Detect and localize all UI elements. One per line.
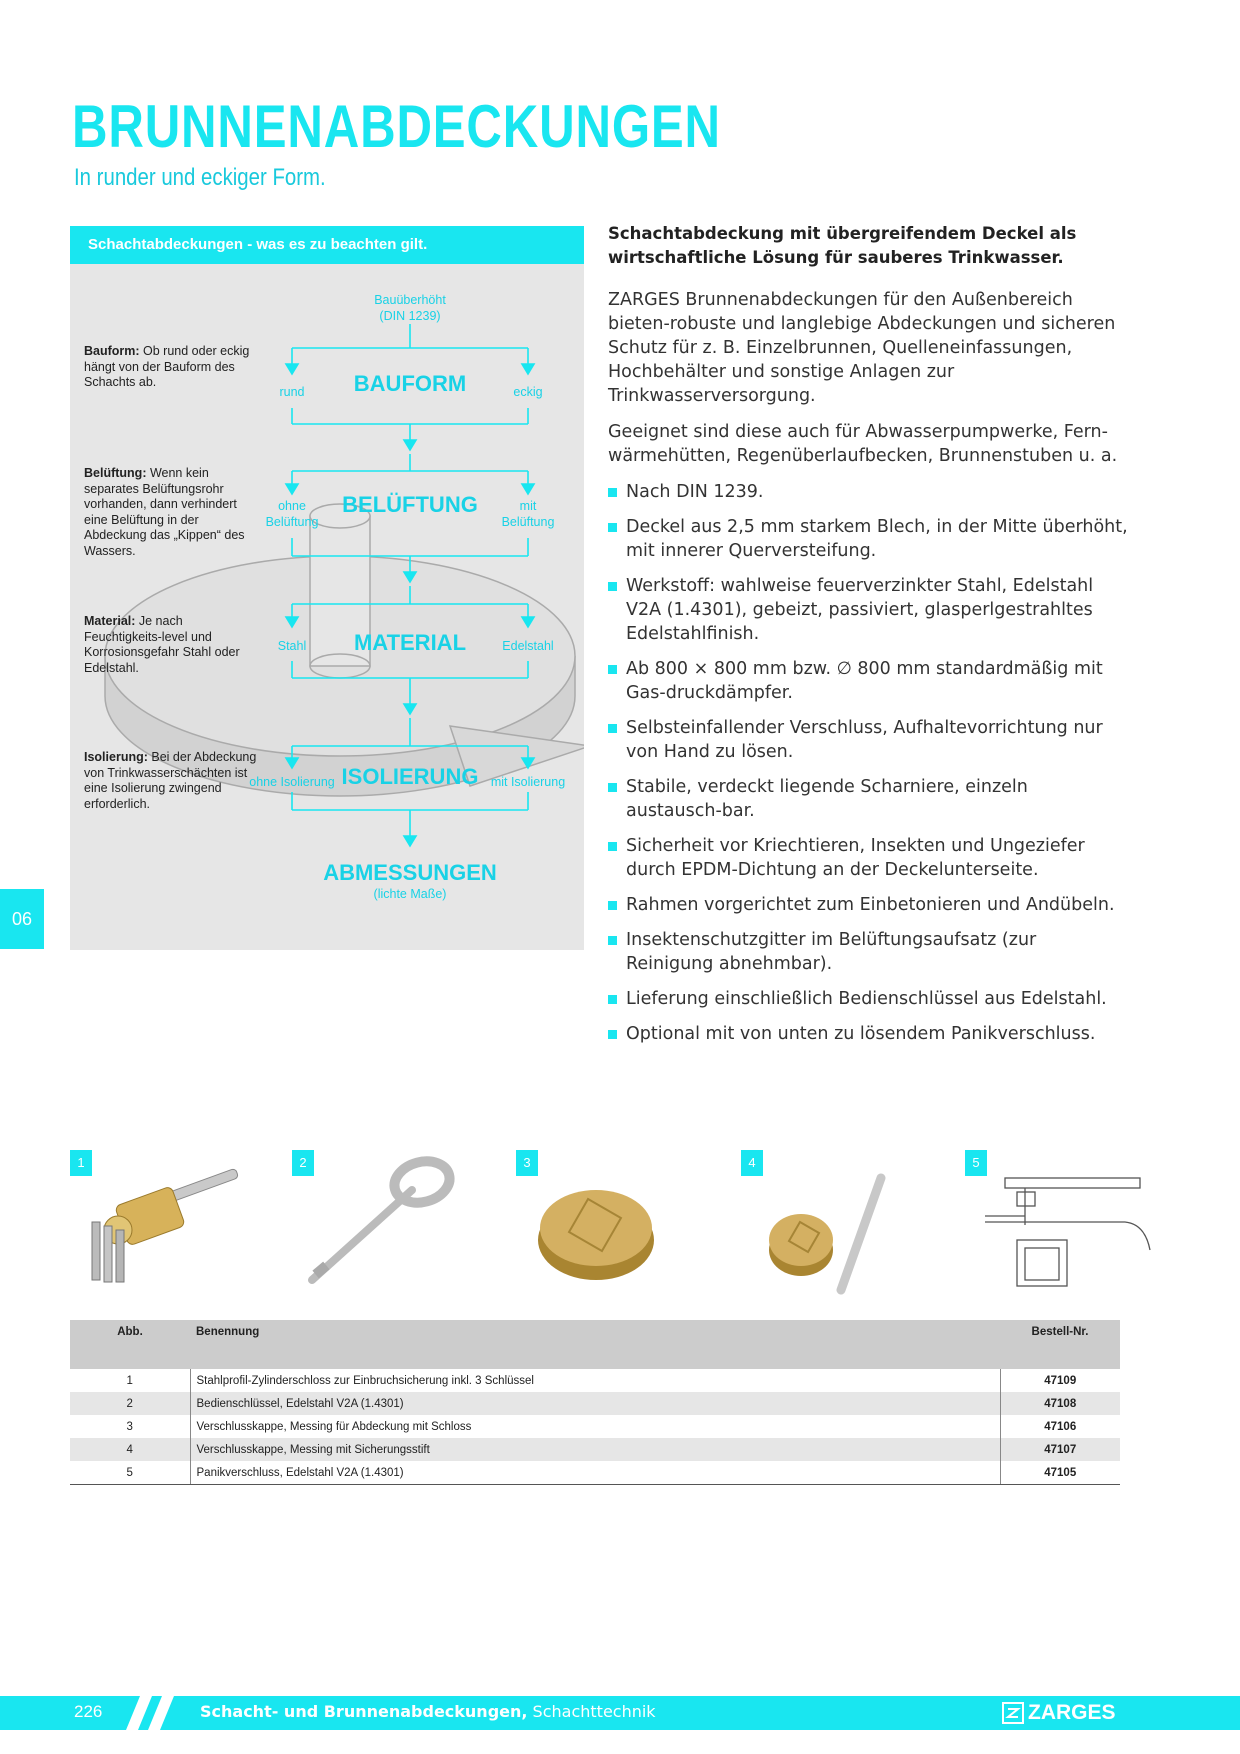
brass-cap-illustration	[516, 1150, 736, 1300]
top-label-2: (DIN 1239)	[379, 309, 441, 323]
table-row	[70, 1369, 1120, 1392]
col-header-benennung: Benennung	[190, 1320, 1000, 1369]
panic-lock-drawing	[965, 1150, 1185, 1300]
page-title: BRUNNENABDECKUNGEN	[72, 93, 721, 160]
product-2-image	[292, 1150, 512, 1300]
product-1-image	[70, 1150, 290, 1300]
feature-item: Insektenschutzgitter im Belüftungsaufsatz (zur Reinigung abnehmbar).	[608, 928, 1128, 976]
note-isolierung: Isolierung: Bei der Abdeckung von Trinkwasserschächten ist eine Isolierung zwingend erforderlich.	[84, 750, 257, 811]
product-number-badge: 5	[965, 1150, 987, 1176]
feature-list	[608, 480, 1128, 1046]
page-subtitle: In runder und eckiger Form.	[74, 164, 326, 191]
cell-abb: 3	[126, 1420, 133, 1433]
cell-bestellnr: 47107	[1000, 1438, 1120, 1461]
final-subtitle: (lichte Maße)	[373, 887, 447, 901]
cell-abb: 5	[70, 1461, 190, 1485]
cell-benennung: Panikverschluss, Edelstahl V2A (1.4301)	[190, 1461, 1000, 1485]
cylinder-lock-illustration	[70, 1150, 290, 1300]
cell-bestellnr: 47108	[1000, 1392, 1120, 1415]
feature-item: Selbsteinfallender Verschluss, Aufhaltevorrichtung nur von Hand zu lösen.	[608, 716, 1128, 764]
step-material-title: MATERIAL	[353, 630, 467, 655]
step-belueftung-right-2: Belüftung	[501, 515, 555, 529]
step-isolierung-left: ohne Isolierung	[249, 775, 335, 789]
cell-benennung: Verschlusskappe, Messing für Abdeckung mit Schloss	[190, 1415, 1000, 1438]
step-bauform-right: eckig	[513, 385, 543, 399]
note-belueftung: Belüftung: Wenn kein separates Belüftungsrohr vorhanden, dann verhindert eine Belüftung in der Abdeckung das „Kippen“ des Wassers.	[84, 466, 245, 558]
table-row	[70, 1415, 1120, 1438]
product-table	[70, 1320, 1120, 1485]
note-bauform: Bauform: Ob rund oder eckig hängt von der Bauform des Schachts ab.	[84, 344, 250, 389]
cell-abb: 4	[70, 1438, 190, 1461]
step-bauform-title: BAUFORM	[353, 371, 467, 396]
paragraph-1: ZARGES Brunnenabdeckungen für den Außenbereich bieten-robuste und langlebige Abdeckungen und sicheren Schutz für z. B. Einzelbrunnen, Quelleneinfassungen, Hochbehälter und sonstige Anlagen zur Trinkwasserversorgung.	[608, 290, 1116, 406]
product-number-badge: 1	[70, 1150, 92, 1176]
chapter-tab: 06	[0, 889, 44, 949]
step-belueftung-title: BELÜFTUNG	[342, 492, 478, 517]
table-header-row	[70, 1320, 1120, 1369]
product-number-badge: 3	[516, 1150, 538, 1176]
feature-item: Stabile, verdeckt liegende Scharniere, einzeln austausch-bar.	[608, 775, 1128, 823]
diagram-graphic	[70, 226, 584, 950]
brand-logo-text: ZARGES	[1028, 1701, 1116, 1724]
step-bauform-left: rund	[279, 385, 305, 399]
page-number: 226	[74, 1702, 103, 1721]
col-header-abb: Abb.	[70, 1320, 190, 1369]
product-number-badge: 4	[741, 1150, 763, 1176]
cell-benennung: Bedienschlüssel, Edelstahl V2A (1.4301)	[190, 1392, 1000, 1415]
table-row	[70, 1461, 1120, 1485]
page-footer	[0, 1696, 1240, 1730]
top-label-1: Bauüberhöht	[374, 293, 446, 307]
brass-cap-pin-illustration	[741, 1150, 961, 1300]
feature-item: Lieferung einschließlich Bedienschlüssel aus Edelstahl.	[608, 987, 1128, 1011]
cell-bestellnr: 47105	[1000, 1461, 1120, 1485]
final-title: ABMESSUNGEN	[323, 860, 497, 885]
step-isolierung-right: mit Isolierung	[490, 775, 566, 789]
paragraph-2: Geeignet sind diese auch für Abwasserpumpwerke, Fern-wärmehütten, Regenüberlaufbecken, Brunnenstuben u. a.	[608, 422, 1118, 466]
zarges-logo-icon	[1002, 1702, 1024, 1724]
feature-item: Optional mit von unten zu lösendem Panikverschluss.	[608, 1022, 1128, 1046]
intro-heading: Schachtabdeckung mit übergreifendem Deckel als wirtschaftliche Lösung für sauberes Trinkwasser.	[608, 224, 1077, 267]
cell-bestellnr: 47106	[1000, 1415, 1120, 1438]
decision-diagram	[70, 226, 584, 950]
step-belueftung-left-2: Belüftung	[265, 515, 319, 529]
product-4-image	[741, 1150, 961, 1300]
step-material-right: Edelstahl	[502, 639, 554, 653]
feature-item: Sicherheit vor Kriechtieren, Insekten und Ungeziefer durch EPDM-Dichtung an der Deckelunterseite.	[608, 834, 1128, 882]
note-material: Material: Je nach Feuchtigkeits-level und Korrosionsgefahr Stahl oder Edelstahl.	[84, 614, 240, 675]
feature-item: Deckel aus 2,5 mm starkem Blech, in der Mitte überhöht, mit innerer Querversteifung.	[608, 515, 1128, 563]
step-isolierung-title: ISOLIERUNG	[341, 764, 479, 789]
cell-benennung: Stahlprofil-Zylinderschloss zur Einbruchsicherung inkl. 3 Schlüssel	[190, 1369, 1000, 1392]
description-column	[608, 222, 1128, 1057]
feature-item: Nach DIN 1239.	[608, 480, 1128, 504]
feature-item: Rahmen vorgerichtet zum Einbetonieren und Andübeln.	[608, 893, 1128, 917]
diagram-header: Schachtabdeckungen - was es zu beachten gilt.	[70, 226, 584, 264]
col-header-bestellnr: Bestell-Nr.	[1000, 1320, 1120, 1369]
cell-abb: 1	[126, 1374, 133, 1387]
table-row	[70, 1392, 1120, 1415]
footer-slash-icon	[126, 1696, 186, 1730]
product-5-image	[965, 1150, 1185, 1300]
product-number-badge: 2	[292, 1150, 314, 1176]
cell-bestellnr: 47109	[1000, 1369, 1120, 1392]
product-3-image	[516, 1150, 736, 1300]
operating-key-illustration	[292, 1150, 512, 1300]
step-belueftung-right-1: mit	[519, 499, 537, 513]
cell-benennung: Verschlusskappe, Messing mit Sicherungsstift	[190, 1438, 1000, 1461]
feature-item: Ab 800 × 800 mm bzw. ∅ 800 mm standardmäßig mit Gas-druckdämpfer.	[608, 657, 1128, 705]
step-material-left: Stahl	[277, 639, 307, 653]
cell-abb: 2	[70, 1392, 190, 1415]
table-row	[70, 1438, 1120, 1461]
footer-section-text: Schacht- und Brunnenabdeckungen, Schachttechnik	[200, 1702, 656, 1721]
feature-item: Werkstoff: wahlweise feuerverzinkter Stahl, Edelstahl V2A (1.4301), gebeizt, passiviert, glasperlgestrahltes Edelstahlfinish.	[608, 574, 1128, 646]
step-belueftung-left-1: ohne	[278, 499, 306, 513]
